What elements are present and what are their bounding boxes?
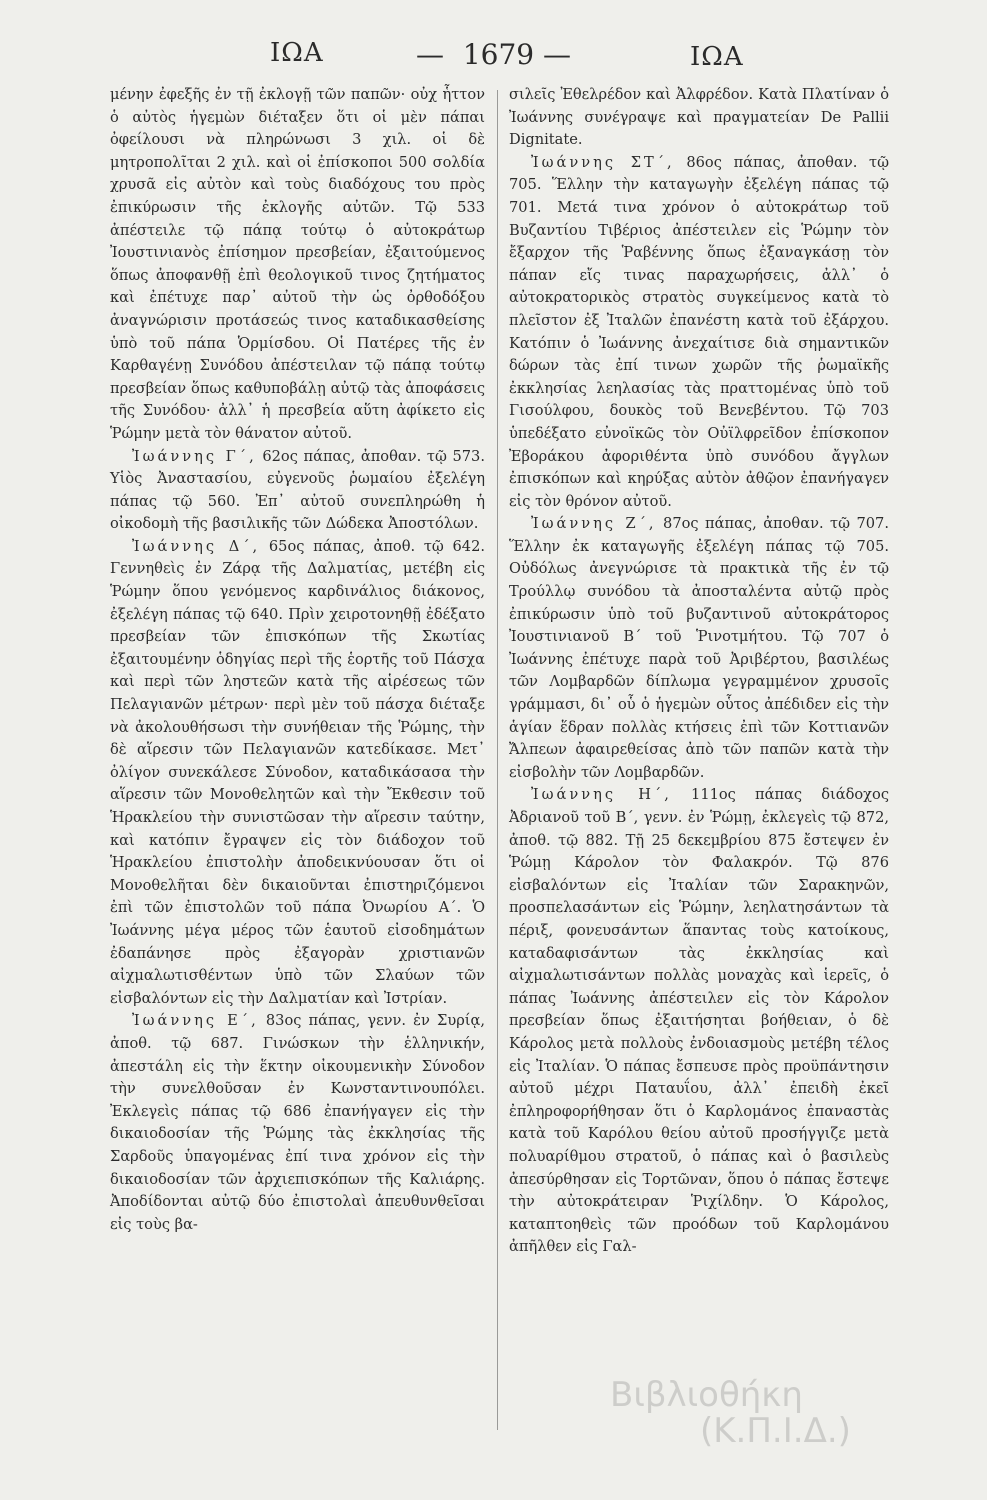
entry-headword: Ἰωάννης Γ΄, xyxy=(132,447,257,465)
entry-headword: Ἰωάννης Η΄, xyxy=(531,786,672,804)
watermark-line-2: (Κ.Π.Ι.Δ.) xyxy=(700,1411,851,1451)
entry-text: μένην ἐφεξῆς ἐν τῇ ἐκλογῇ τῶν παπῶν· οὐχ ἧττον ὁ αὐτὸς ἡγεμὼν διέταξεν ὅτι οἱ μὲν πάπαι ὀφείλουσι νὰ πληρώνωσι 3 χιλ. οἱ δὲ μητροπολῖται 2 χιλ. καὶ οἱ ἐπίσκοποι 500 σολδία χρυσᾶ εἰς αὐτὸν καὶ τοὺς διαδόχους του πρὸς ἐπικύρωσιν τῆς ἐκλογῆς αὐτῶν. Τῷ 533 ἀπέστειλε τῷ πάπᾳ τούτῳ ὁ αὐτοκράτωρ Ἰουστινιανὸς ἐπίσημον πρεσβείαν, ἐξαιτούμενος ὅπως ἀποφανθῇ ἐπὶ θεολογικοῦ τινος ζητήματος καὶ ἐπέτυχε παρ᾽ αὐτοῦ τὴν ὡς ὀρθοδόξου ἀναγνώρισιν προτάσεώς τινος καταδικασθείσης ὑπὸ τοῦ πάπα Ὁρμίσδου. Οἱ Πατέρες τῆς ἐν Καρθαγένῃ Συνόδου ἀπέστειλαν τῷ πάπᾳ τούτῳ πρεσβείαν ὅπως καθυποβάλῃ αὐτῷ τὰς ἀποφάσεις τῆς Συνόδου· ἀλλ᾽ ἡ πρεσβεία αὕτη ἀφίκετο εἰς Ῥώμην μετὰ τὸν θάνατον αὐτοῦ. xyxy=(110,86,485,442)
watermark-line-1: Βιβλιοθήκη xyxy=(610,1375,803,1415)
entry-text: 62ος πάπας, ἀποθαν. τῷ 573. Υἱὸς Ἀναστασίου, εὐγενοῦς ῥωμαίου ἐξελέγη πάπας τῷ 560. Ἐπ᾽ αὐτοῦ συνεπληρώθη ἡ οἰκοδομὴ τῆς βασιλικῆς τῶν Δώδεκα Ἀποστόλων. xyxy=(110,447,485,533)
entry-paragraph xyxy=(110,536,485,1010)
header-left-keyword: ΙΩΑ xyxy=(270,38,324,68)
entry-text: σιλεῖς Ἐθελρέδον καὶ Ἀλφρέδον. Κατὰ Πλατίναν ὁ Ἰωάννης συνέγραψε καὶ πραγματείαν De Pallii Dignitate. xyxy=(509,86,889,149)
left-column xyxy=(110,84,485,1236)
column-divider xyxy=(497,90,498,1430)
right-column xyxy=(509,84,889,1259)
entry-text: 87ος πάπας, ἀποθαν. τῷ 707. Ἕλλην ἐκ καταγωγῆς ἐξελέγη πάπας τῷ 705. Οὐδόλως ἀνεγνώρισε τὰ πρακτικὰ τῆς ἐν τῷ Τρούλλῳ συνόδου τὰ ἀποσταλέντα αὐτῷ πρὸς ἐπικύρωσιν ὑπὸ τοῦ βυζαντινοῦ αὐτοκράτορος Ἰουστινιανοῦ Β΄ τοῦ Ῥινοτμήτου. Τῷ 707 ὁ Ἰωάννης ἐπέτυχε παρὰ τοῦ Ἀριβέρτου, βασιλέως τῶν Λομβαρδῶν δίπλωμα γεγραμμένον χρυσοῖς γράμμασι, δι᾽ οὗ ὁ ἡγεμὼν οὗτος ἀπέδιδεν εἰς τὴν ἁγίαν ἕδραν πολλὰς κτήσεις ἐπὶ τῶν Κοττιανῶν Ἄλπεων ἀφαιρεθείσας ἀπὸ τῶν παπῶν κατὰ τὴν εἰσβολὴν τῶν Λομβαρδῶν. xyxy=(509,515,889,781)
entry-text: 111ος πάπας διάδοχος Ἀδριανοῦ τοῦ Β΄, γενν. ἐν Ῥώμῃ, ἐκλεγεὶς τῷ 872, ἀποθ. τῷ 882. Τῇ 25 δεκεμβρίου 875 ἔστεψεν ἐν Ῥώμῃ Κάρολον τὸν Φαλακρόν. Τῷ 876 εἰσβαλόντων εἰς Ἰταλίαν τῶν Σαρακηνῶν, προσπελασάντων εἰς Ῥώμην, λεηλατησάντων τὰ πέριξ, φονευσάντων ἅπαντας τοὺς κατοίκους, καταδαφισάντων τὰς ἐκκλησίας καὶ αἰχμαλωτισάντων πολλὰς μοναχὰς καὶ ἱερεῖς, ὁ πάπας Ἰωάννης ἀπέστειλεν εἰς τὸν Κάρολον πρεσβείαν ὅπως ἐξαιτήσηται βοήθειαν, ὁ δὲ Κάρολος μετὰ πολλοὺς ἐνδοιασμοὺς μετέβη τέλος εἰς Ἰταλίαν. Ὁ πάπας ἔσπευσε πρὸς προϋπάντησιν αὐτοῦ μέχρι Παταυΐου, ἀλλ᾽ ἐπειδὴ ἐκεῖ ἐπληροφορήθησαν ὅτι ὁ Καρλομάνος ἐπαναστὰς κατὰ τοῦ Καρόλου θείου αὐτοῦ προσήγγιζε μετὰ πολυαρίθμου στρατοῦ, ὁ πάπας καὶ ὁ βασιλεὺς ἀπεσύρθησαν εἰς Τορτῶναν, ὅπου ὁ πάπας ἔστεψε τὴν αὐτοκράτειραν Ῥιχίλδην. Ὁ Κάρολος, καταπτοηθεὶς τῶν προόδων τοῦ Καρλομάνου ἀπῆλθεν εἰς Γαλ- xyxy=(509,786,889,1256)
entry-paragraph xyxy=(509,84,889,152)
entry-paragraph xyxy=(110,84,485,446)
library-stamp-watermark xyxy=(500,1375,930,1451)
page-number: 1679 xyxy=(462,38,535,71)
entry-paragraph xyxy=(509,513,889,784)
entry-headword: Ἰωάννης ΣΤ΄, xyxy=(531,153,675,171)
entry-paragraph xyxy=(110,1010,485,1236)
entry-headword: Ἰωάννης Δ΄, xyxy=(132,537,261,555)
entry-paragraph xyxy=(110,446,485,536)
entry-paragraph xyxy=(509,784,889,1258)
entry-text: 83ος πάπας, γενν. ἐν Συρίᾳ, ἀποθ. τῷ 687. Γινώσκων τὴν ἑλληνικήν, ἀπεστάλη εἰς τὴν ἕκτην οἰκουμενικὴν Σύνοδον τὴν συνελθοῦσαν ἐν Κωνσταντινουπόλει. Ἐκλεγεὶς πάπας τῷ 686 ἐπανήγαγεν εἰς τὴν δικαιοδοσίαν τῆς Ῥώμης τὰς ἐκκλησίας τῆς Σαρδοῦς ὑπαγομένας ἐπί τινα χρόνον εἰς τὴν δικαιοδοσίαν τῶν ἀρχιεπισκόπων τῆς Καλιάρης. Ἀποδίδονται αὐτῷ δύο ἐπιστολαὶ ἀπευθυνθεῖσαι εἰς τοὺς βα- xyxy=(110,1012,485,1233)
running-header xyxy=(0,38,987,78)
entry-paragraph xyxy=(509,152,889,514)
entry-text: 86ος πάπας, ἀποθαν. τῷ 705. Ἕλλην τὴν καταγωγὴν ἐξελέγη πάπας τῷ 701. Μετά τινα χρόνον ὁ αὐτοκράτωρ τοῦ Βυζαντίου Τιβέριος ἀπέστειλεν εἰς Ῥώμην τὸν ἔξαρχον τῆς Ῥαβέννης ὅπως ἐξαναγκάσῃ τὸν πάπαν εἴς τινας παραχωρήσεις, ἀλλ᾽ ὁ αὐτοκρατορικὸς στρατὸς συγκείμενος κατὰ τὸ πλεῖστον ἐξ Ἰταλῶν ἐπανέστη κατὰ τοῦ ἐξάρχου. Κατόπιν ὁ Ἰωάννης ἀνεχαίτισε διὰ σημαντικῶν δώρων τὰς ἐπί τινων χωρῶν τῆς ῥωμαϊκῆς ἐκκλησίας λεηλασίας τὰς πραττομένας ὑπὸ τοῦ Γισούλφου, δουκὸς τοῦ Βενεβέντου. Τῷ 703 ὑπεδέξατο εὐνοϊκῶς τὸν Οὐϊλφρεῖδον ἐπίσκοπον Ἐβοράκου ἀφοριθέντα ὑπὸ συνόδου ἄγγλων ἐπισκόπων καὶ κηρύξας αὐτὸν ἀθῷον ἐπανήγαγεν εἰς τὸν θρόνον αὐτοῦ. xyxy=(509,153,889,510)
entry-headword: Ἰωάννης Ζ΄, xyxy=(531,515,657,533)
entry-headword: Ἰωάννης Ε΄, xyxy=(132,1012,259,1030)
page-number-header: — 1679 — xyxy=(415,38,572,71)
entry-text: 65ος πάπας, ἀποθ. τῷ 642. Γεννηθεὶς ἐν Ζάρᾳ τῆς Δαλματίας, μετέβη εἰς Ῥώμην ὅπου γενόμενος καρδινάλιος διάκονος, ἐξελέγη πάπας τῷ 640. Πρὶν χειροτονηθῇ ἐδέξατο πρεσβείαν τῶν ἐπισκόπων τῆς Σκωτίας ἐξαιτουμένην ὁδηγίας περὶ τῆς ἑορτῆς τοῦ Πάσχα καὶ περὶ τῶν ληστεῶν κατὰ τῆς αἱρέσεως τῶν Πελαγιανῶν μέτρων· περὶ μὲν τοῦ πάσχα διέταξε νὰ ἀκολουθήσωσι τὴν συνήθειαν τῆς Ῥώμης, τὴν δὲ αἵρεσιν τῶν Πελαγιανῶν κατεδίκασε. Μετ᾽ ὀλίγον συνεκάλεσε Σύνοδον, καταδικάσασα τὴν αἵρεσιν τῶν Μονοθελητῶν καὶ τὴν Ἔκθεσιν τοῦ Ἡρακλείου τὴν συνιστῶσαν τὴν αἵρεσιν ταύτην, καὶ κατόπιν ἔγραψεν εἰς τὸν διάδοχον τοῦ Ἡρακλείου ἐπιστολὴν ἀποδεικνύουσαν ὅτι οἱ Μονοθελῆται δὲν δικαιοῦνται ἐπιστηριζόμενοι ἐπὶ τῶν ἐπιστολῶν τοῦ πάπα Ὀνωρίου Α΄. Ὁ Ἰωάννης μέγα μέρος τῶν ἑαυτοῦ εἰσοδημάτων ἐδαπάνησε πρὸς ἐξαγορὰν χριστιανῶν αἰχμαλωτισθέντων ὑπὸ τῶν Σλαύων τῶν εἰσβαλόντων εἰς τὴν Δαλματίαν καὶ Ἰστρίαν. xyxy=(110,537,485,1007)
header-right-keyword: ΙΩΑ xyxy=(690,42,744,72)
